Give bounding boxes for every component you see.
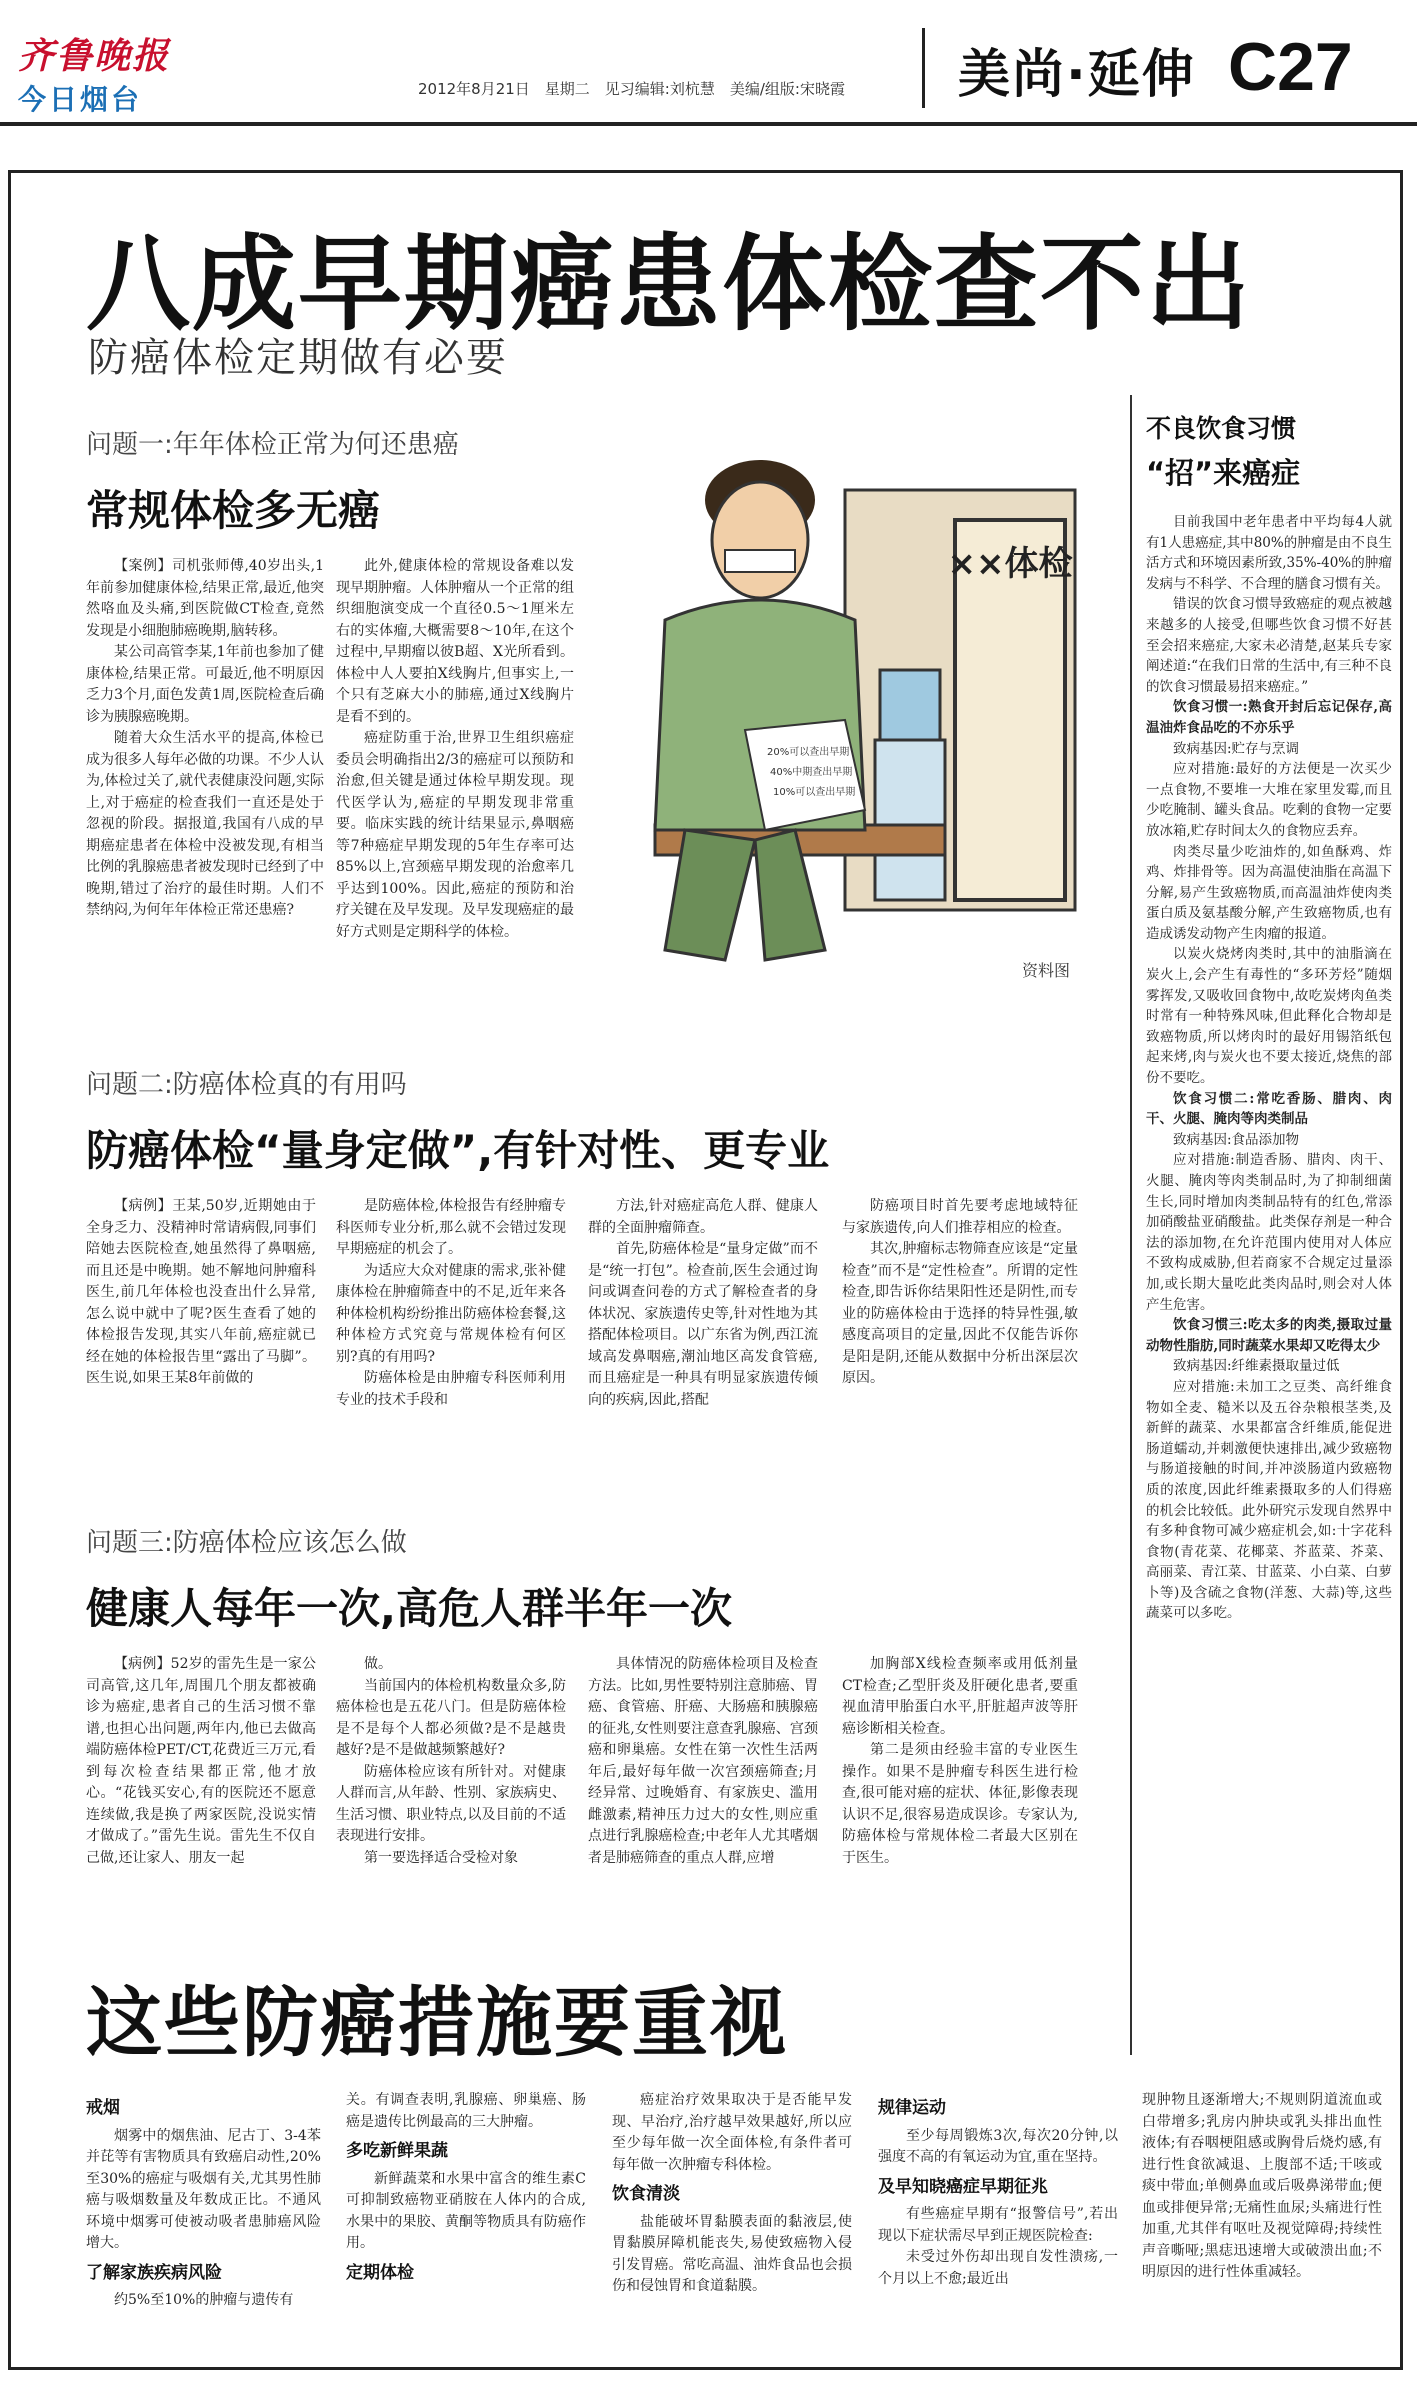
section-2-col-1 <box>86 1196 316 1390</box>
paragraph: 随着大众生活水平的提高,体检已成为很多人每年必做的功课。不少人认为,体检过关了,就代表健康没问题,实际上,对于癌症的检查我们一直还是处于忽视的阶段。据报道,我国有八成的早期癌症患者在体检中没被发现,有相当比例的乳腺癌患者被发现时已经到了中晚期,错过了治疗的最佳时期。人们不禁纳闷,为何年年体检正常还患癌? <box>86 730 324 918</box>
sign-text-main: ××体检 <box>947 544 1073 584</box>
paragraph: 某公司高管李某,1年前也参加了健康体检,结果正常。可最近,他不明原因乏力3个月,面色发黄1周,医院检查后确诊为胰腺癌晚期。 <box>86 644 324 725</box>
paragraph: 第一要选择适合受检对象 <box>364 1849 518 1866</box>
tip-heading: 饮食清淡 <box>612 2184 680 2204</box>
cartoon-illustration <box>595 430 1115 990</box>
issue-meta: 2012年8月21日 星期二 见习编辑:刘杭慧 美编/组版:宋晓霞 <box>418 80 845 98</box>
sidebar-paragraph: 应对措施:制造香肠、腊肉、肉干、火腿、腌肉等肉类制品时,为了抑制细菌生长,同时增加肉类制品特有的红色,常添加硝酸盐亚硝酸盐。此类保存剂是一种合法的添加物,在允许范围内使用对人体应不致构成威胁,但若商家不合规定过量添加,或长期大量吃此类肉品时,则会对人体产生危害。 <box>1146 1152 1392 1313</box>
sidebar-subheading: 饮食习惯一:熟食开封后忘记保存,高温油炸食品吃的不亦乐乎 <box>1146 699 1392 736</box>
sidebar-body <box>1146 512 1392 1624</box>
paragraph: 其次,肿瘤标志物筛查应该是“定量检查”而不是“定性检查”。所谓的定性检查,即告诉你结果阳性还是阴性,而专业的防癌体检由于选择的特异性强,敏感度高项目的定量,因此不仅能告诉你是阳是阴,还能从数据中分析出深层次原因。 <box>842 1241 1078 1386</box>
header-divider <box>922 28 925 108</box>
bottom-col-5 <box>1142 2090 1382 2284</box>
paragraph: 当前国内的体检机构数量众多,防癌体检也是五花八门。但是防癌体检是不是每个人都必须做?是不是越贵越好?是不是做越频繁越好? <box>336 1677 566 1758</box>
sidebar-paragraph: 应对措施:未加工之豆类、高纤维食物如全麦、糙米以及五谷杂粮根茎类,及新鲜的蔬菜、水果都富含纤维质,能促进肠道蠕动,并刺激便快速排出,减少致癌物与肠道接触的时间,并冲淡肠道内致癌物质的浓度,因此纤维素摄取多的人们得癌的机会比较低。此外研究示发现自然界中有多种食物可减少癌症机会,如:十字花科食物(青花菜、花椰菜、芥蓝菜、芥菜、高丽菜、青江菜、甘蓝菜、小白菜、白萝卜等)及含硫之食物(洋葱、大蒜)等,这些蔬菜可以多吃。 <box>1146 1378 1392 1622</box>
paragraph: 【病例】王某,50岁,近期她由于全身乏力、没精神时常请病假,同事们陪她去医院检查,她虽然得了鼻咽癌,而且还是中晚期。她不解地问肿瘤科医生,前几年体检也没查出什么异常,怎么说中就中了呢?医生查看了她的体检报告发现,其实八年前,癌症就已经在她的体检报告里“露出了马脚”。医生说,如果王某8年前做的 <box>86 1198 316 1386</box>
paragraph: 是防癌体检,体检报告有经肿瘤专科医师专业分析,那么就不会错过发现早期癌症的机会了。 <box>336 1198 566 1257</box>
sidebar-paragraph: 应对措施:最好的方法便是一次买少一点食物,不要堆一大堆在家里发霉,而且少吃腌制、罐头食品。吃剩的食物一定要放冰箱,贮存时间太久的食物应丢弃。 <box>1146 761 1392 839</box>
paragraph: 为适应大众对健康的需求,张补健康体检在肿瘤筛查中的不足,近年来各种体检机构纷纷推出防癌体检套餐,这种体检方式究竟与常规体检有何区别?真的有用吗? <box>336 1262 566 1365</box>
section-3-col-4 <box>842 1654 1078 1869</box>
tip-paragraph: 未受过外伤却出现自发性溃疡,一个月以上不愈;最近出 <box>878 2249 1118 2287</box>
paragraph: 首先,防癌体检是“量身定做”而不是“统一打包”。检查前,医生会通过询问或调查问卷的方式了解检查者的身体状况、家族遗传史等,针对性地为其搭配体检项目。以广东省为例,西江流域高发鼻咽癌,潮汕地区高发食管癌,而且癌症是一种具有明显家族遗传倾向的疾病,因此,搭配 <box>588 1241 818 1408</box>
sidebar-subheading: 饮食习惯三:吃太多的肉类,摄取过量动物性脂肪,同时蔬菜水果却又吃得太少 <box>1146 1317 1392 1354</box>
paragraph: 做。 <box>364 1656 392 1672</box>
section-1-col-1 <box>86 556 324 922</box>
bottom-col-1 <box>86 2090 321 2312</box>
header-rule <box>0 122 1417 126</box>
sidebar-title: 不良饮食习惯 <box>1146 414 1297 443</box>
bottom-col-3 <box>612 2090 852 2298</box>
section-3-heading: 健康人每年一次,高危人群半年一次 <box>86 1584 732 1633</box>
sidebar-paragraph: 错误的饮食习惯导致癌症的观点被越来越多的人接受,但哪些饮食习惯不好甚至会招来癌症,大家未必清楚,赵某兵专家阐述道:“在我们日常的生活中,有三种不良的饮食习惯最易招来癌症。” <box>1146 596 1392 695</box>
bottom-title: 这些防癌措施要重视 <box>86 1978 788 2067</box>
section-3-col-3 <box>588 1654 818 1869</box>
newspaper-logo: 齐鲁晚报 <box>18 35 171 77</box>
edition-name: 今日烟台 <box>18 83 143 116</box>
paragraph: 防癌项目时首先要考虑地域特征与家族遗传,向人们推荐相应的检查。 <box>842 1198 1078 1236</box>
paragraph: 具体情况的防癌体检项目及检查方法。比如,男性要特别注意肺癌、胃癌、食管癌、肝癌、大肠癌和胰腺癌的征兆,女性则要注意查乳腺癌、宫颈癌和卵巢癌。女性在第一次性生活两年后,最好每年做一次宫颈癌筛查;月经异常、过晚婚育、有家族史、滥用雌激素,精神压力过大的女性,则应重点进行乳腺癌检查;中老年人尤其嗜烟者是肺癌筛查的重点人群,应增 <box>588 1656 818 1866</box>
question-3: 问题三:防癌体检应该怎么做 <box>86 1528 407 1558</box>
paragraph: 此外,健康体检的常规设备难以发现早期肿瘤。人体肿瘤从一个正常的组织细胞演变成一个直径0.5～1厘米左右的实体瘤,大概需要8～10年,在这个过程中,早期瘤以彼B超、X光所看到。体检中人人要拍X线胸片,但事实上,一个只有芝麻大小的肺癌,通过X线胸片是看不到的。 <box>336 558 574 725</box>
bottom-col-2 <box>346 2090 586 2290</box>
section-3-col-2 <box>336 1654 566 1869</box>
section-3-col-1 <box>86 1654 316 1869</box>
article-title: 八成早期癌患体检查不出 <box>86 223 1253 345</box>
tip-heading: 及早知晓癌症早期征兆 <box>878 2176 1048 2197</box>
section-2-col-2 <box>336 1196 566 1411</box>
water-dispenser <box>880 670 940 740</box>
paragraph: 防癌体检应该有所针对。对健康人群而言,从年龄、性别、家族病史、生活习惯、职业特点,以及目前的不适表现进行安排。 <box>336 1763 566 1844</box>
report-text: 20%可以查出早期 40%中期查出早期 10%可以查出早期 <box>767 747 856 798</box>
paragraph: 加胸部X线检查频率或用低剂量CT检查;乙型肝炎及肝硬化患者,要重视血清甲胎蛋白水平,肝脏超声波等肝癌诊断相关检查。 <box>842 1656 1078 1737</box>
paragraph: 【病例】52岁的雷先生是一家公司高管,这几年,周围几个朋友都被确诊为癌症,患者自己的生活习惯不靠谱,也担心出问题,两年内,他已去做高端防癌体检PET/CT,花费近三万元,看到每次检查结果都正常,他才放心。“花钱买安心,有的医院还不愿意连续做,我是换了两家医院,没说实情才做成了。”雷先生说。雷先生不仅自己做,还让家人、朋友一起 <box>86 1656 316 1866</box>
section-1-col-2 <box>336 556 574 943</box>
tip-paragraph: 至少每周锻炼3次,每次20分钟,以强度不高的有氧运动为宜,重在坚持。 <box>878 2127 1118 2165</box>
section-2-col-3 <box>588 1196 818 1411</box>
tip-paragraph: 新鲜蔬菜和水果中富含的维生素C可抑制致癌物亚硝胺在人体内的合成,水果中的果胶、黄酮等物质具有防癌作用。 <box>346 2170 586 2251</box>
paragraph: 第二是须由经验丰富的专业医生操作。如果不是肿瘤专科医生进行检查,很可能对癌的症状、体征,影像表现认识不足,很容易造成误诊。专家认为,防癌体检与常规体检二者最大区别在于医生。 <box>842 1742 1078 1866</box>
tip-heading: 定期体检 <box>346 2262 414 2283</box>
sidebar-paragraph: 肉类尽量少吃油炸的,如鱼酥鸡、炸鸡、炸排骨等。因为高温使油脂在高温下分解,易产生致癌物质,而高温油炸使肉类蛋白质及氨基酸分解,产生致癌物质,也有造成诱发动物产生肉瘤的报道。 <box>1146 843 1392 942</box>
tip-paragraph: 有些癌症早期有“报警信号”,若出现以下症状需尽早到正规医院检查: <box>878 2206 1118 2244</box>
dispenser-base <box>875 740 945 900</box>
sidebar-subtitle: “招”来癌症 <box>1146 456 1301 490</box>
paragraph: 【案例】司机张师傅,40岁出头,1年前参加健康体检,结果正常,最近,他突然咯血及头痛,到医院做CT检查,竟然发现是小细胞肺癌晚期,脑转移。 <box>86 558 324 639</box>
tip-heading: 了解家族疾病风险 <box>86 2262 222 2283</box>
tip-heading: 戒烟 <box>86 2098 120 2118</box>
sidebar <box>1130 395 1392 2055</box>
section-2-heading: 防癌体检“量身定做”,有针对性、更专业 <box>86 1126 830 1175</box>
bottom-col-4 <box>878 2090 1118 2290</box>
question-2: 问题二:防癌体检真的有用吗 <box>86 1070 407 1100</box>
man-face <box>712 482 808 598</box>
tip-heading: 多吃新鲜果蔬 <box>346 2141 448 2161</box>
sidebar-subheading: 饮食习惯二:常吃香肠、腊肉、肉干、火腿、腌肉等肉类制品 <box>1146 1090 1392 1128</box>
section-1-heading: 常规体检多无癌 <box>86 486 381 535</box>
tip-paragraph: 现肿物且逐渐增大;不规则阴道流血或白带增多;乳房内肿块或乳头排出血性液体;有吞咽梗阻感或胸骨后烧灼感,有进行性食欲减退、上腹部不适;干咳或痰中带血;单侧鼻血或后吸鼻涕带血;便血或排便异常;无痛性血尿;头痛进行性加重,尤其伴有呕吐及视觉障碍;持续性声音嘶哑;黑痣迅速增大或破溃出血;不明原因的进行性体重减轻。 <box>1142 2092 1382 2280</box>
article-subtitle: 防癌体检定期做有必要 <box>88 335 508 381</box>
section-name: 美尚·延伸 <box>958 45 1196 105</box>
man-teeth <box>725 550 795 572</box>
sign-text <box>948 544 1073 584</box>
tip-heading: 规律运动 <box>878 2098 946 2118</box>
sidebar-paragraph: 目前我国中老年患者中平均每4人就有1人患癌症,其中80%的肿瘤是由不良生活方式和环境因素所致,35%-40%的肿瘤发病与不科学、不合理的膳食习惯有关。 <box>1146 514 1392 592</box>
tip-paragraph: 癌症治疗效果取决于是否能早发现、早治疗,治疗越早效果越好,所以应至少每年做一次全面体检,有条件者可每年做一次肿瘤专科体检。 <box>612 2092 852 2173</box>
paragraph: 防癌体检是由肿瘤专科医师利用专业的技术手段和 <box>336 1370 566 1408</box>
tip-paragraph: 盐能破坏胃黏膜表面的黏液层,使胃黏膜屏障机能丧失,易使致癌物入侵引发胃癌。常吃高温、油炸食品也会损伤和侵蚀胃和食道黏膜。 <box>612 2213 852 2294</box>
sidebar-paragraph: 致病基因:纤维素摄取量过低 <box>1173 1358 1340 1375</box>
paragraph: 癌症防重于治,世界卫生组织癌症委员会明确指出2/3的癌症可以预防和治愈,但关键是通过体检早期发现。现代医学认为,癌症的早期发现非常重要。临床实践的统计结果显示,鼻咽癌等7种癌症早期发现的5年生存率可达85%以上,宫颈癌早期发现的治愈率几乎达到100%。因此,癌症的预防和治疗关键在及早发现。及早发现癌症的最好方式则是定期科学的体检。 <box>336 730 574 940</box>
question-1: 问题一:年年体检正常为何还患癌 <box>86 430 459 460</box>
paragraph: 方法,针对癌症高危人群、健康人群的全面肿瘤筛查。 <box>588 1198 818 1236</box>
sidebar-paragraph: 致病基因:食品添加物 <box>1173 1131 1300 1148</box>
section-2-col-4 <box>842 1196 1078 1390</box>
image-credit: 资料图 <box>1022 961 1071 980</box>
tip-paragraph: 约5%至10%的肿瘤与遗传有 <box>114 2292 294 2308</box>
sidebar-paragraph: 致病基因:贮存与烹调 <box>1173 740 1300 757</box>
sidebar-paragraph: 以炭火烧烤肉类时,其中的油脂滴在炭火上,会产生有毒性的“多环芳烃”随烟雾挥发,又吸收回食物中,故吃炭烤肉鱼类时常有一种特殊风味,但此释化合物却是致癌物质,所以烤肉时的最好用锡箔纸包起来烤,肉与炭火也不要太接近,烧焦的部份不要吃。 <box>1146 946 1392 1087</box>
tip-paragraph: 烟雾中的烟焦油、尼古丁、3-4苯并芘等有害物质具有致癌启动性,20%至30%的癌症与吸烟有关,尤其男性肺癌与吸烟数量及年数成正比。不通风环境中烟雾可使被动吸者患肺癌风险增大。 <box>86 2127 321 2251</box>
page-number: C27 <box>1228 29 1353 105</box>
tip-paragraph: 关。有调查表明,乳腺癌、卵巢癌、肠癌是遗传比例最高的三大肿瘤。 <box>346 2092 586 2130</box>
